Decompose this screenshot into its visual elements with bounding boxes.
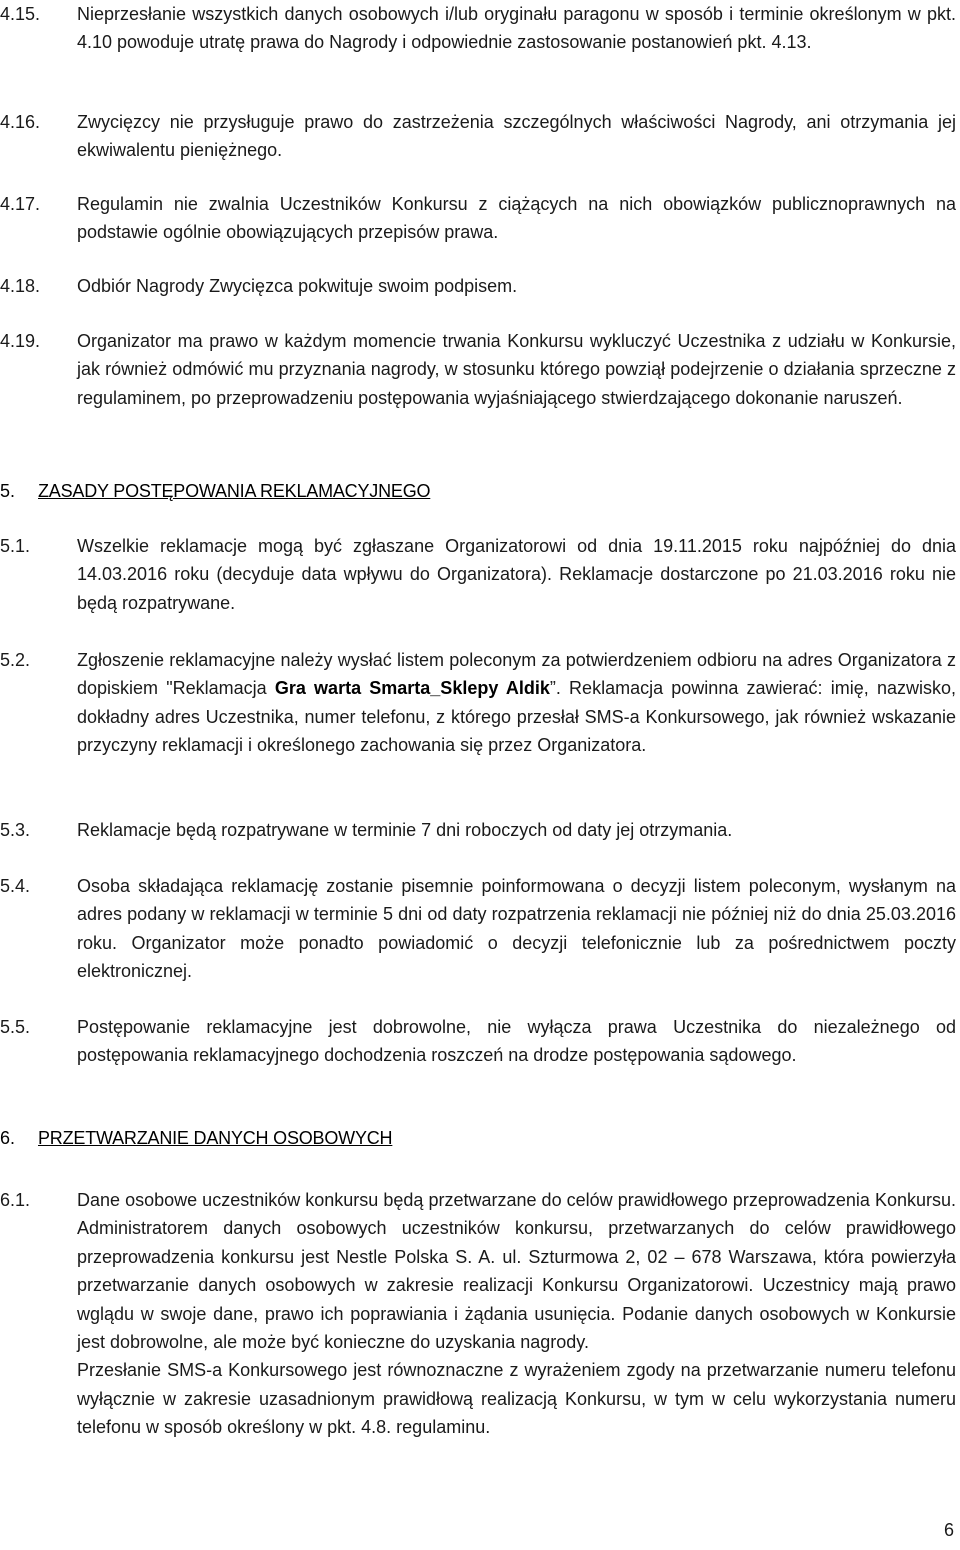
section-title: PRZETWARZANIE DANYCH OSOBOWYCH <box>38 1128 393 1148</box>
clause-text: Odbiór Nagrody Zwycięzca pokwituje swoim podpisem. <box>77 276 518 296</box>
clause-text: Zwycięzcy nie przysługuje prawo do zastrzeżenia szczególnych właściwości Nagrody, ani otrzymania jej ekwiwalentu pieniężnego. <box>77 112 956 161</box>
clause-number: 4.17. <box>0 194 41 214</box>
clause-number: 5.3. <box>0 820 31 840</box>
clause-5-3 <box>0 816 956 844</box>
clause-text: Osoba składająca reklamację zostanie pisemnie poinformowana o decyzji listem poleconym, wysłanym na adres podany w reklamacji w terminie 5 dni od daty rozpatrzenia reklamacji nie później niż do dnia 25.03.2016 roku. Organizator może ponadto powiadomić o decyzji telefonicznie lub za pośrednictwem poczty elektronicznej. <box>77 876 956 982</box>
clause-5-5 <box>0 1013 956 1070</box>
section-heading-6 <box>0 1124 956 1152</box>
section-number: 6. <box>0 1128 16 1148</box>
clause-number: 6.1. <box>0 1190 31 1210</box>
section-title: ZASADY POSTĘPOWANIA REKLAMACYJNEGO <box>38 481 431 501</box>
clause-text: Postępowanie reklamacyjne jest dobrowolne, nie wyłącza prawa Uczestnika do niezależnego od postępowania reklamacyjnego dochodzenia roszczeń na drodze postępowania sądowego. <box>77 1017 956 1066</box>
clause-text: Regulamin nie zwalnia Uczestników Konkursu z ciążących na nich obowiązków publicznoprawnych na podstawie ogólnie obowiązujących przepisów prawa. <box>77 194 956 243</box>
clause-4-19 <box>0 327 956 412</box>
clause-number: 4.16. <box>0 112 41 132</box>
clause-4-15 <box>0 0 956 57</box>
clause-6-1 <box>0 1186 956 1442</box>
clause-text: Nieprzesłanie wszystkich danych osobowych i/lub oryginału paragonu w sposób i terminie określonym w pkt. 4.10 powoduje utratę prawa do Nagrody i odpowiednie zastosowanie postanowień pkt. 4.13. <box>77 4 956 53</box>
clause-text: Organizator ma prawo w każdym momencie trwania Konkursu wykluczyć Uczestnika z udziału w Konkursie, jak również odmówić mu przyznania nagrody, w stosunku którego powziął podejrzenie o działania sprzeczne z regulaminem, po przeprowadzeniu postępowania wyjaśniającego stwierdzającego dokonanie naruszeń. <box>77 331 956 408</box>
clause-number: 5.5. <box>0 1017 31 1037</box>
clause-5-4 <box>0 872 956 986</box>
clause-number: 4.19. <box>0 331 41 351</box>
page-number: 6 <box>943 1520 954 1540</box>
clause-4-16 <box>0 108 956 165</box>
clause-text <box>77 1186 956 1442</box>
clause-paragraph: Dane osobowe uczestników konkursu będą przetwarzane do celów prawidłowego przeprowadzenia Konkursu. Administratorem danych osobowych uczestników konkursu, przetwarzanych do celów prawidłowego przeprowadzenia konkursu jest Nestle Polska S. A. ul. Szturmowa 2, 02 – 678 Warszawa, która powierzyła przetwarzanie danych osobowych w zakresie realizacji Konkursu Organizatorowi. Uczestnicy mają prawo wglądu w swoje dane, prawo ich poprawiania i żądania usunięcia. Podanie danych osobowych w Konkursie jest dobrowolne, ale może być konieczne do uzyskania nagrody. <box>77 1190 956 1353</box>
clause-number: 5.1. <box>0 536 31 556</box>
clause-number: 5.4. <box>0 876 31 896</box>
clause-5-1 <box>0 532 956 617</box>
clause-5-2 <box>0 646 956 760</box>
clause-number: 4.15. <box>0 4 41 24</box>
clause-paragraph-sms-consent: Przesłanie SMS-a Konkursowego jest równoznaczne z wyrażeniem zgody na przetwarzanie numeru telefonu wyłącznie w zakresie uzasadnionym prawidłową realizacją Konkursu, w tym w celu wykorzystania numeru telefonu w sposób określony w pkt. 4.8. regulaminu. <box>77 1360 956 1438</box>
clause-number: 4.18. <box>0 276 41 296</box>
clause-number: 5.2. <box>0 650 31 670</box>
clause-4-17 <box>0 190 956 247</box>
clause-text: Wszelkie reklamacje mogą być zgłaszane Organizatorowi od dnia 19.11.2015 roku najpóźniej do dnia 14.03.2016 roku (decyduje data wpływu do Organizatora). Reklamacje dostarczone po 21.03.2016 roku nie będą rozpatrywane. <box>77 536 956 613</box>
clause-4-18 <box>0 272 956 300</box>
clause-text-start: Zgłoszenie reklamacyjne należy wysłać listem poleconym za potwierdzeniem odbioru na adres Organizatora z dopiskiem "Reklamacja <box>77 650 956 699</box>
section-number: 5. <box>0 481 16 501</box>
clause-text: Reklamacje będą rozpatrywane w terminie 7 dni roboczych od daty jej otrzymania. <box>77 820 733 840</box>
section-heading-5 <box>0 477 956 505</box>
clause-text-end: ”. Reklamacja powinna zawierać: imię, nazwisko, dokładny adres Uczestnika, numer telefonu, z którego przesłał SMS-a Konkursowego, jak również wskazanie przyczyny reklamacji i określonego zachowania się przez Organizatora. <box>77 678 956 756</box>
contest-name-highlight: Gra warta Smarta_Sklepy Aldik <box>274 678 550 699</box>
clause-text <box>77 646 956 760</box>
